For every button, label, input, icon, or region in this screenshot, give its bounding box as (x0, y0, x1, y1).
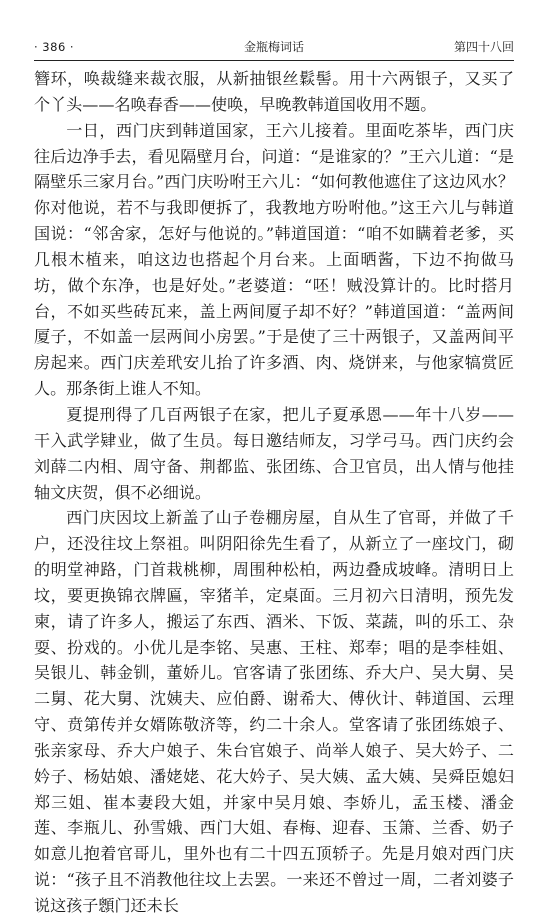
paragraph: 夏提刑得了几百两银子在家，把儿子夏承恩——年十八岁——干入武学肄业，做了生员。每日邀结师友，习学弓马。西门庆约会刘薛二内相、周守备、荆都监、张团练、合卫官员，出人情与他挂轴文庆贺，俱不必细说。 (34, 404, 514, 502)
running-head (34, 38, 514, 56)
body-text (34, 66, 514, 919)
chapter-title: 第四十八回 (453, 40, 514, 54)
paragraph-continued: 簪环，唤裁缝来裁衣服，从新抽银丝鬏髻。用十六两银子，又买了个丫头——名唤春香——使唤，早晚教韩道国收用不题。 (34, 69, 514, 114)
paragraph: 一日，西门庆到韩道国家，王六儿接着。里面吃茶毕，西门庆往后边净手去，看见隔壁月台，问道：“是谁家的？”王六儿道：“是隔壁乐三家月台。”西门庆吩咐王六儿：“如何教他遮住了这边风水？你对他说，若不与我即便拆了，我教地方吩咐他。”这王六儿与韩道国说：“邻舍家，怎好与他说的。”韩道国道：“咱不如瞒着老爹，买几根木植来，咱这边也搭起个月台来。上面晒酱，下边不拘做马坊，做个东净，也是好处。”老婆道：“呸！贼没算计的。比时搭月台，不如买些砖瓦来，盖上两间厦子却不好？”韩道国道：“盖两间厦子，不如盖一层两间小房罢。”于是使了三十两银子，又盖两间平房起来。西门庆差玳安儿抬了许多酒、肉、烧饼来，与他家犒赏匠人。那条街上谁人不知。 (34, 120, 514, 399)
paragraph: 西门庆因坟上新盖了山子卷棚房屋，自从生了官哥，并做了千户，还没往坟上祭祖。叫阴阳徐先生看了，从新立了一座坟门，砌的明堂神路，门首栽桃柳，周围种松柏，两边叠成坡峰。清明日上坟，要更换锦衣牌匾，宰猪羊，定桌面。三月初六日清明，预先发柬，请了许多人，搬运了东西、酒米、下饭、菜蔬，叫的乐工、杂耍、扮戏的。小优儿是李铭、吴惠、王柱、郑奉；唱的是李桂姐、吴银儿、韩金钏，董娇儿。官客请了张团练、乔大户、吴大舅、吴二舅、花大舅、沈姨夫、应伯爵、谢希大、傅伙计、韩道国、云理守、贲第传并女婿陈敬济等，约二十余人。堂客请了张团练娘子、张亲家母、乔大户娘子、朱台官娘子、尚举人娘子、吴大妗子、二妗子、杨姑娘、潘姥姥、花大妗子、吴大姨、孟大姨、吴舜臣媳妇郑三姐、崔本妻段大姐，并家中吴月娘、李娇儿，孟玉楼、潘金莲、李瓶儿、孙雪娥、西门大姐、春梅、迎春、玉箫、兰香、奶子如意儿抱着官哥儿，里外也有二十四五顶轿子。先是月娘对西门庆说：“孩子且不消教他往坟上去罢。一来还不曾过一周，二者刘婆子说这孩子顖门还未长 (34, 508, 514, 915)
header-rule (34, 60, 514, 61)
page-number: · 386 · (34, 40, 75, 54)
book-title: 金瓶梅词话 (243, 40, 304, 54)
